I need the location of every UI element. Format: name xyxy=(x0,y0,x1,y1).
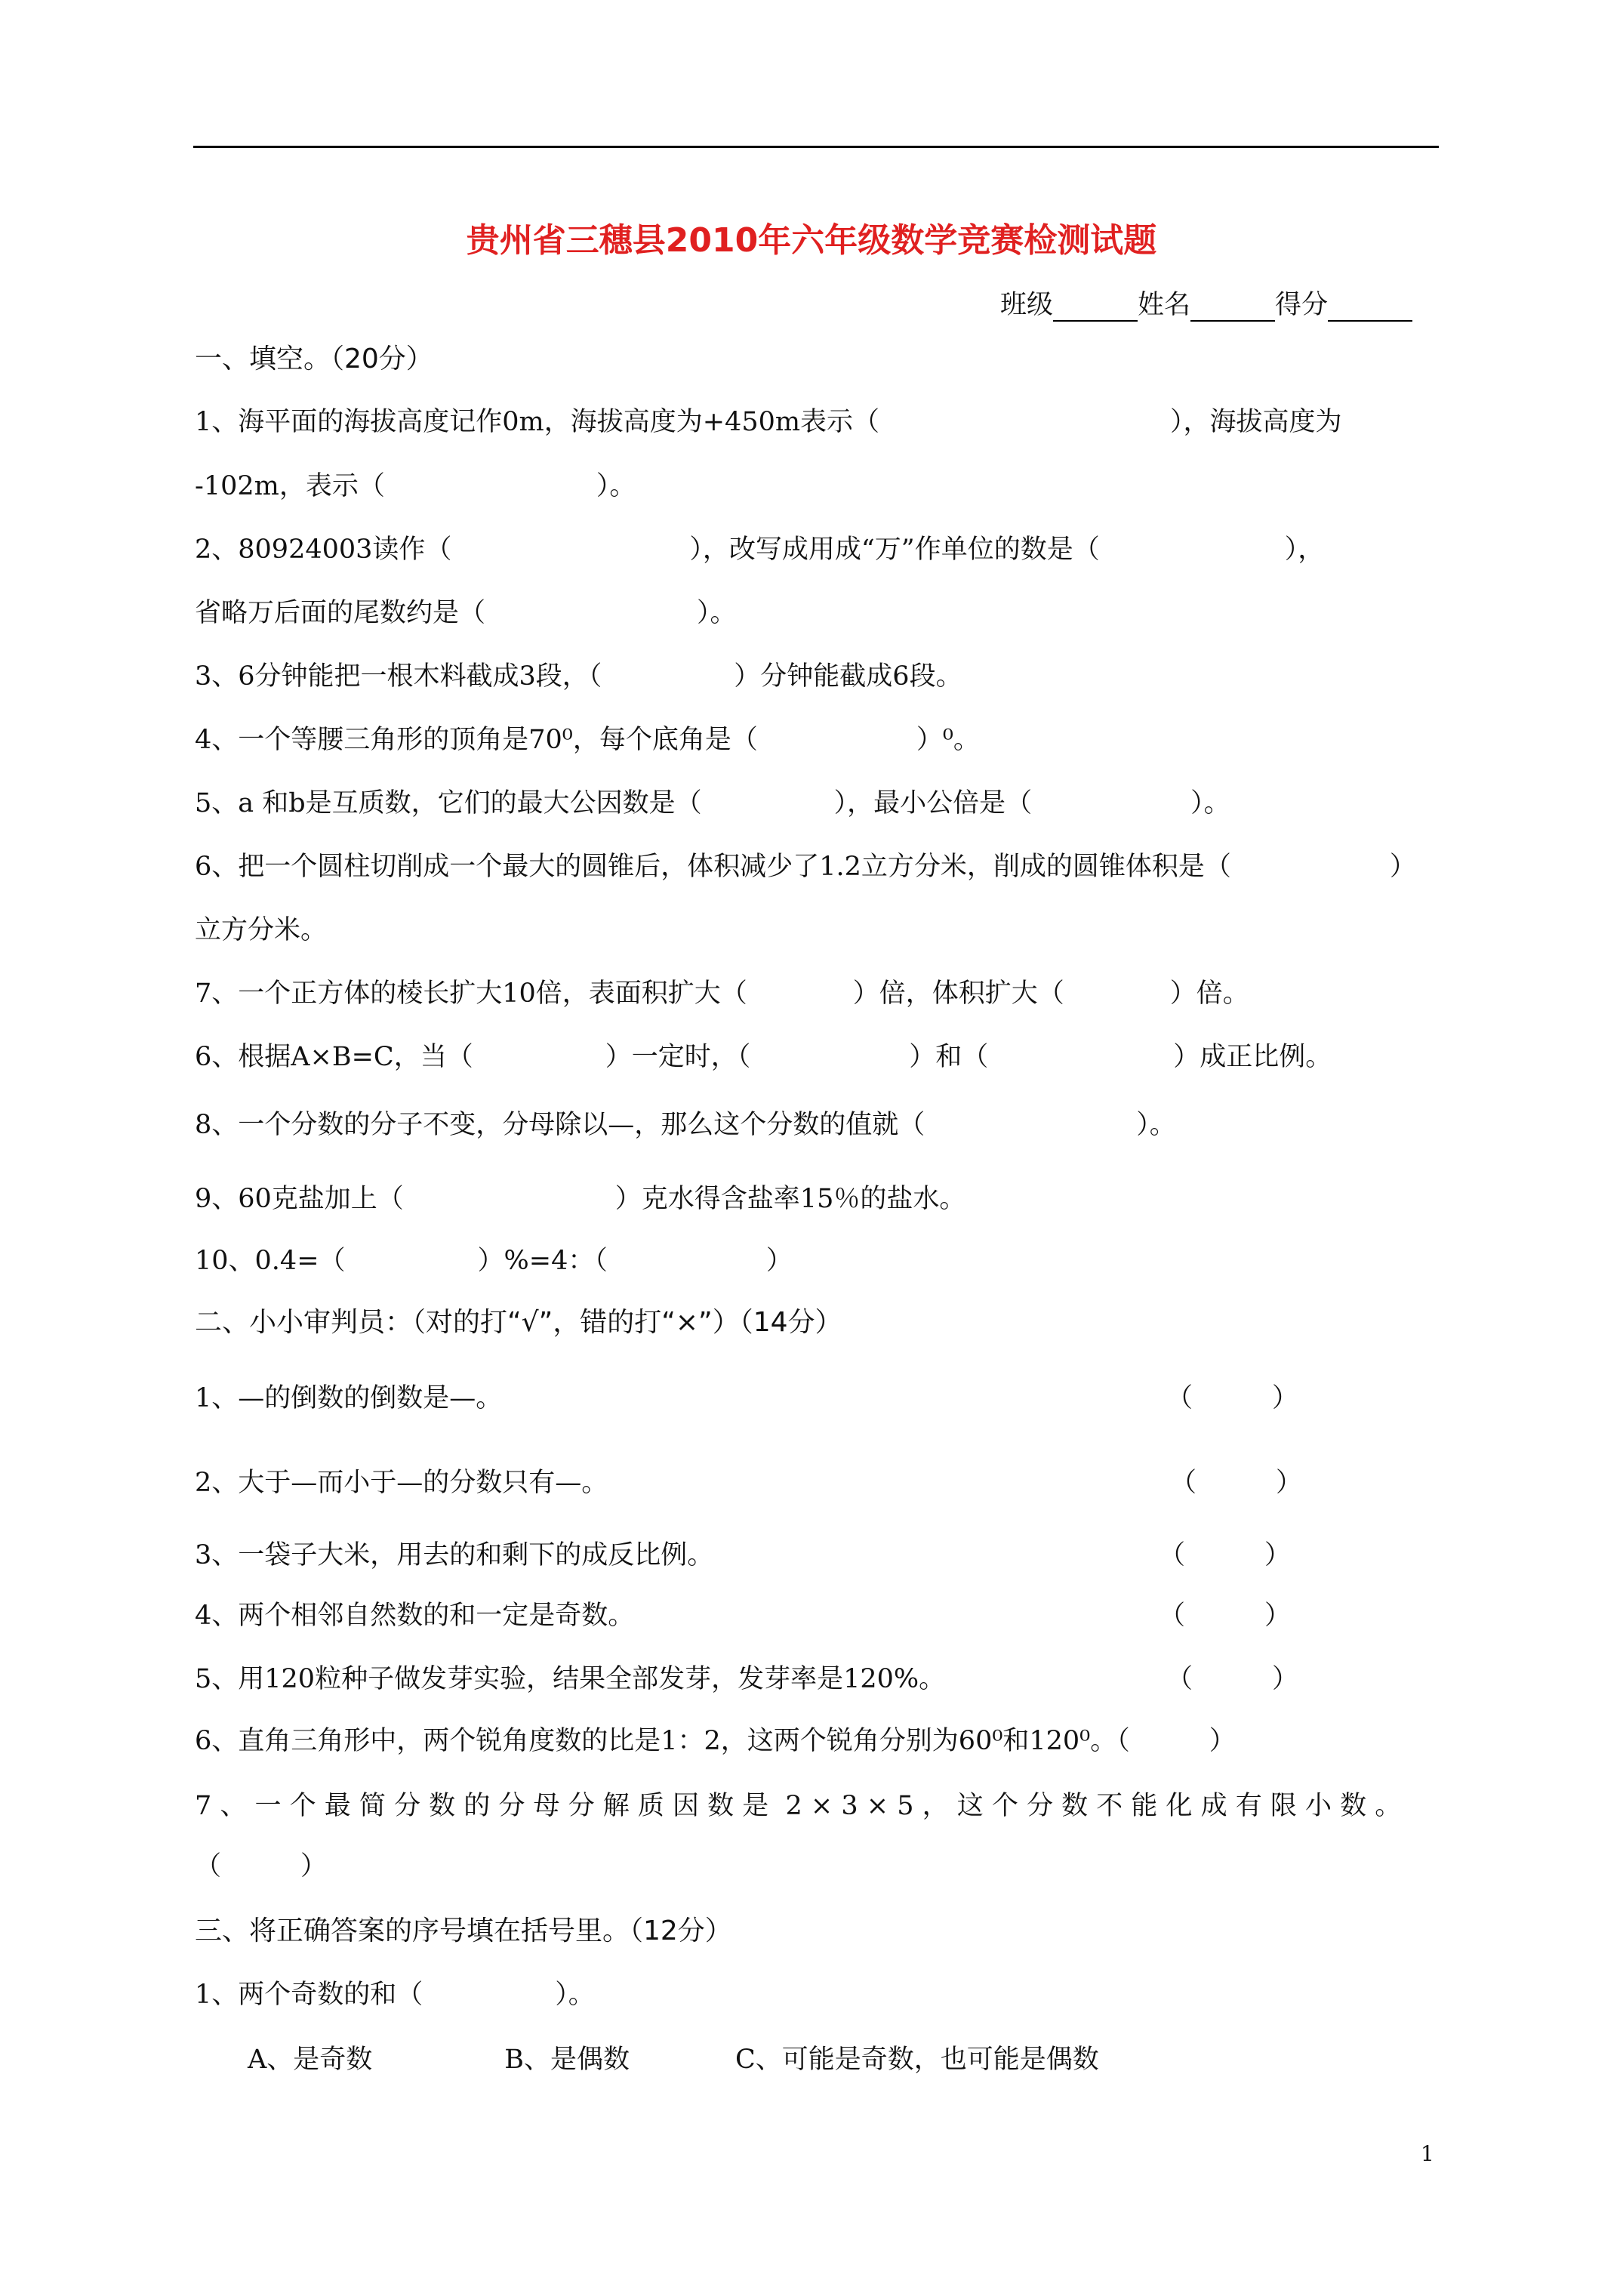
judge-answer-7[interactable]: （ ） xyxy=(195,1851,328,1881)
class-label: 班级 xyxy=(1000,290,1054,320)
fill-question-5: 5、a 和b是互质数，它们的最大公因数是（ ），最小公倍是（ ）。 xyxy=(195,788,1230,818)
judge-answer-2[interactable]: （ ） xyxy=(1170,1468,1303,1498)
fill-question-3: 3、6分钟能把一根木料截成3段，（ ）分钟能截成6段。 xyxy=(195,661,962,692)
fill-question-4: 4、一个等腰三角形的顶角是70⁰，每个底角是（ ）⁰。 xyxy=(195,725,980,755)
fill-question-1: 1、海平面的海拔高度记作0m，海拔高度为+450m表示（ ），海拔高度为 xyxy=(195,407,1342,437)
judge-question-4: 4、两个相邻自然数的和一定是奇数。 xyxy=(195,1601,635,1631)
student-info-row xyxy=(1000,284,1412,322)
page-title: 贵州省三穗县2010年六年级数学竞赛检测试题 xyxy=(466,221,1157,260)
fill-question-6b: 6、根据A×B=C，当（ ）一定时，（ ）和（ ）成正比例。 xyxy=(195,1042,1332,1072)
score-label: 得分 xyxy=(1275,290,1329,320)
judge-question-7: 7 、 一 个 最 简 分 数 的 分 母 分 解 质 因 数 是 2 × 3 × 5 ， 这 个 分 数 不 能 化 成 有 限 小 数 。 xyxy=(195,1791,1402,1821)
fill-question-8: 8、一个分数的分子不变，分母除以—，那么这个分数的值就（ ）。 xyxy=(195,1110,1176,1140)
judge-answer-5[interactable]: （ ） xyxy=(1166,1664,1299,1694)
judge-answer-1[interactable]: （ ） xyxy=(1166,1383,1299,1413)
judge-question-3: 3、一袋子大米，用去的和剩下的成反比例。 xyxy=(195,1540,714,1570)
section-1-heading: 一、填空。（20分） xyxy=(195,344,433,374)
name-blank[interactable] xyxy=(1190,297,1275,322)
fill-question-6-cont: 立方分米。 xyxy=(195,915,328,945)
choice-options-1: A、是奇数 B、是偶数 C、可能是奇数，也可能是偶数 xyxy=(195,2045,1099,2075)
section-3-heading: 三、将正确答案的序号填在括号里。（12分） xyxy=(195,1915,732,1946)
fill-question-9: 9、60克盐加上（ ）克水得含盐率15％的盐水。 xyxy=(195,1184,966,1214)
judge-question-6: 6、直角三角形中，两个锐角度数的比是1：2，这两个锐角分别为60⁰和120⁰。（ ） xyxy=(195,1726,1236,1756)
judge-question-5: 5、用120粒种子做发芽实验，结果全部发芽，发芽率是120%。 xyxy=(195,1664,946,1694)
class-blank[interactable] xyxy=(1053,297,1138,322)
score-blank[interactable] xyxy=(1328,297,1412,322)
fill-question-6: 6、把一个圆柱切削成一个最大的圆锥后，体积减少了1.2立方分米，削成的圆锥体积是（ ） xyxy=(195,852,1416,882)
header-rule xyxy=(193,146,1439,148)
judge-question-2: 2、大于—而小于—的分数只有—。 xyxy=(195,1468,608,1498)
name-label: 姓名 xyxy=(1138,290,1191,320)
page-number: 1 xyxy=(1421,2141,1434,2166)
fill-question-10: 10、0.4=（ ）%=4：（ ） xyxy=(195,1246,793,1276)
section-2-heading: 二、小小审判员：（对的打“√”，错的打“×”）（14分） xyxy=(195,1307,842,1338)
fill-question-7: 7、一个正方体的棱长扩大10倍，表面积扩大（ ）倍，体积扩大（ ）倍。 xyxy=(195,978,1249,1009)
judge-answer-3[interactable]: （ ） xyxy=(1159,1540,1292,1570)
fill-question-2: 2、80924003读作（ ），改写成用成“万”作单位的数是（ ）， xyxy=(195,535,1325,565)
fill-question-1-cont: -102m，表示（ ）。 xyxy=(195,471,636,501)
judge-question-1: 1、—的倒数的倒数是—。 xyxy=(195,1383,503,1413)
fill-question-2-cont: 省略万后面的尾数约是（ ）。 xyxy=(195,598,737,628)
judge-answer-4[interactable]: （ ） xyxy=(1159,1601,1292,1631)
choice-question-1: 1、两个奇数的和（ ）。 xyxy=(195,1980,595,2010)
